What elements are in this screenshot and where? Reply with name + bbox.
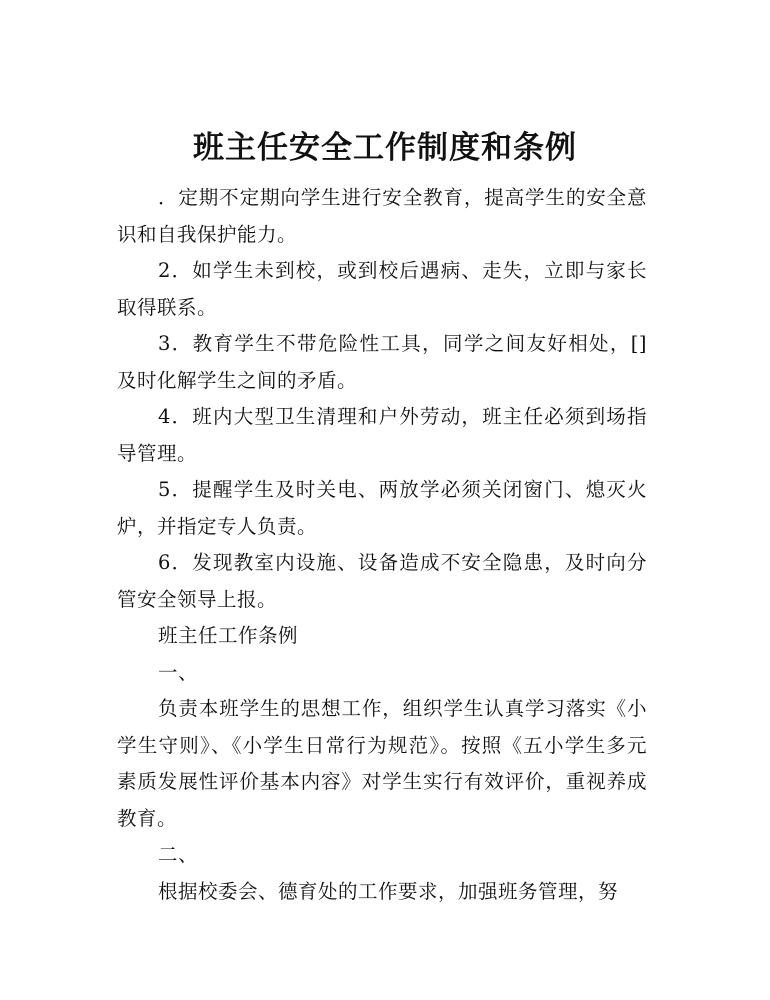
document-body <box>117 180 647 910</box>
document-title: 班主任安全工作制度和条例 <box>193 130 577 166</box>
paragraph-class-management: 根据校委会、德育处的工作要求，加强班务管理，努 <box>158 879 619 903</box>
section-number-two: 二、 <box>158 843 199 866</box>
paragraph-contact-parents: 2．如学生未到校，或到校后遇病、走失，立即与家长取得联系。 <box>117 259 647 319</box>
paragraph-ideological-work: 负责本班学生的思想工作，组织学生认真学习落实《小学生守则》、《小学生日常行为规范》。按照《五小学生多元素质发展性评价基本内容》对学生实行有效评价，重视养成教育。 <box>117 697 647 830</box>
paragraph-power-and-fire: 5．提醒学生及时关电、两放学必须关闭窗门、熄灭火炉，并指定专人负责。 <box>117 478 647 538</box>
paragraph-dangerous-tools: 3．教育学生不带危险性工具，同学之间友好相处，[]及时化解学生之间的矛盾。 <box>117 332 647 392</box>
paragraph-report-hazards: 6．发现教室内设施、设备造成不安全隐患，及时向分管安全领导上报。 <box>117 551 647 611</box>
paragraph-safety-education: ．定期不定期向学生进行安全教育，提高学生的安全意识和自我保护能力。 <box>117 186 647 246</box>
section-number-one: 一、 <box>158 660 199 684</box>
paragraph-cleaning-supervision: 4．班内大型卫生清理和户外劳动，班主任必须到场指导管理。 <box>117 405 647 465</box>
section-heading-regulations: 班主任工作条例 <box>158 624 299 647</box>
